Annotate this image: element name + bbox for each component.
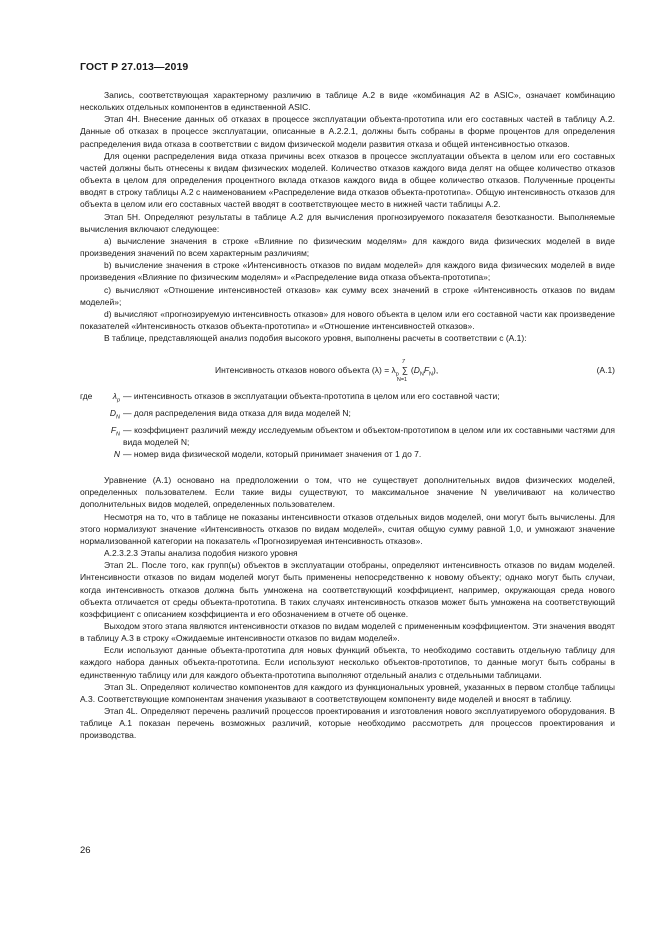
- formula-d-sub: N: [419, 371, 424, 378]
- legend-row: [80, 448, 615, 465]
- paragraph: В таблице, представляющей анализ подобия высокого уровня, выполнены расчеты в соответствии с (А.1):: [104, 333, 527, 344]
- paragraph: Уравнение (А.1) основано на предположении о том, что не существует дополнительных видов физических моделей, определенных пользователем. Если такие виды существуют, то максимальное значение N увеличивают на количество дополнительных видов моделей, определенных пользователем.: [80, 475, 615, 510]
- paragraph: Несмотря на то, что в таблице не показаны интенсивности отказов отдельных видов моделей, они могут быть вычислены. Для этого нормализуют значение «Интенсивность отказов по видам моделей», считая общую сумму равной 1,0, и умножают значение нормализованной категории на показатель «Прогнозируемая интенсивность отказов».: [80, 511, 615, 546]
- page-number: 26: [80, 845, 91, 856]
- legend-text: — интенсивность отказов в эксплуатации объекта-прототипа в целом или его составной части;: [123, 391, 500, 402]
- paragraph: Если используют данные объекта-прототипа для новых функций объекта, то необходимо составить отдельную таблицу для каждого набора данных объекта-прототипа. Если используют несколько объектов-прототипов, то данные могут быть собраны в единственную таблицу или для каждого объекта-прототипа выполняют отдельный анализ с отдельными таблицами.: [80, 645, 615, 680]
- paragraph: Этап 3L. Определяют количество компонентов для каждого из функциональных уровней, указанных в первом столбце таблицы А.3. Соответствующие компонентам значения указывают в соответствующем компоненту виде моделей и вносят в таблицу.: [80, 681, 615, 704]
- legend-text: — доля распределения вида отказа для вида моделей N;: [123, 408, 351, 419]
- list-item: b) вычисление значения в строке «Интенсивность отказов по видам моделей» для каждого вида физических моделей в виде произведения «Влияние по физическим моделям» и «Распределение вида отказа объекта-прототипа»;: [80, 260, 615, 283]
- legend-text: — коэффициент различий между исследуемым объектом и объектом-прототипом в целом или их составными частями для вида моделей N;: [123, 424, 615, 448]
- legend-symbol: $D_N$: [109, 408, 120, 421]
- sum-lower-limit: N=1: [396, 377, 408, 384]
- formula-lambda-sub: p: [395, 371, 399, 378]
- paragraph: Выходом этого этапа являются интенсивности отказов по видам моделей с примененным коэффициентом. Эти значения вводят в таблицу А.3 в строку «Ожидаемые интенсивности отказов по видам моделей».: [80, 621, 615, 644]
- formula-d: D: [413, 365, 420, 376]
- paragraph: Для оценки распределения вида отказа причины всех отказов в процессе эксплуатации объекта в целом или его составных частей должны быть отнесены к видам физических моделей. Количество отказов каждого вида делят на общее количество отказов объекта в целом для определения процентного вклада отказов каждого вида в общее количество отказов. Полученные проценты вводят в строку таблицы А.2 с наименованием «Распределение вида отказов объекта-прототипа». Общую интенсивность отказов для объекта в целом или его составных частей вводят в соответствующее место в нижней части таблицы А.2.: [80, 150, 615, 210]
- formula-expression: Интенсивность отказов нового объекта $(\lambda) = \lambda_p$ ∑ 7 N=1 $(D_NF_N)$,: [215, 364, 438, 381]
- paragraph: Этап 4Н. Внесение данных об отказах в процессе эксплуатации объекта-прототипа или его составных частей в таблицу А.2. Данные об отказах в процессе эксплуатации, описанные в А.2.2.1, должны быть собраны в форме процентов для определения распределения вида отказа в соответствии с видом физической модели развития отказа и общей интенсивностью отказов.: [80, 114, 615, 149]
- formula-legend: [80, 390, 615, 465]
- page-body: [80, 89, 615, 742]
- formula-label: Интенсивность отказов нового объекта: [215, 365, 370, 376]
- sum-symbol: ∑ 7 N=1: [399, 364, 411, 376]
- legend-symbol: N: [113, 449, 120, 460]
- list-item: c) вычисляют «Отношение интенсивностей отказов» как сумму всех значений в строке «Интенсивность отказов по видам моделей»;: [80, 284, 615, 307]
- formula-f-sub: N: [429, 371, 433, 378]
- legend-row: [80, 424, 615, 448]
- section-heading: А.2.3.2.3 Этапы анализа подобия низкого уровня: [104, 548, 298, 559]
- legend-symbol: $F_N$: [110, 424, 120, 438]
- formula-a1: [80, 346, 615, 390]
- paragraph: Запись, соответствующая характерному различию в таблице А.2 в виде «комбинация А2 в ASIC», означает комбинацию нескольких отдельных компонентов в единственной ASIC.: [80, 90, 615, 113]
- paragraph: Этап 5Н. Определяют результаты в таблице А.2 для вычисления прогнозируемого показателя безотказности. Выполняемые вычисления включают следующее:: [80, 211, 615, 234]
- paragraph: Этап 2L. После того, как групп(ы) объектов в эксплуатации отобраны, определяют интенсивность отказов по видам моделей. Интенсивности отказов по видам моделей могут быть применены непосредственно к новому объекту; однако могут быть случаи, когда интенсивность отказов должна быть умножена на соответствующий коэффициент, например, окружающая среда нового объекта отличается от среды объекта-прототипа. В таких случаях интенсивность отказов может быть умножена на соответствующий коэффициент с описанием коэффициента и его обозначением в отчете об оценке.: [80, 560, 615, 619]
- document-header: ГОСТ Р 27.013—2019: [80, 61, 189, 73]
- formula-lhs: (λ) = λ: [371, 365, 396, 376]
- legend-row: [80, 407, 615, 424]
- list-item: a) вычисление значения в строке «Влияние по физическим моделям» для каждого вида физических моделей в виде произведения значений по всем характерным различиям;: [80, 235, 615, 259]
- legend-text: — номер вида физической модели, который принимает значения от 1 до 7.: [123, 449, 422, 460]
- formula-number: (А.1): [596, 365, 615, 376]
- legend-symbol: $\lambda_p$: [112, 391, 120, 404]
- list-item: d) вычисляют «прогнозируемую интенсивность отказов» для нового объекта в целом или его составной части как произведение показателей «Интенсивность отказов объекта-прототипа» и «Отношение интенсивностей отказов».: [80, 308, 615, 331]
- sum-upper-limit: 7: [401, 359, 405, 366]
- paragraph: Этап 4L. Определяют перечень различий процессов проектирования и изготовления нового эксплуатируемого оборудования. В таблице А.1 показан перечень возможных различий, которые необходимо рассмотреть для процессов проектирования и производства.: [80, 706, 615, 741]
- legend-row: [80, 390, 615, 407]
- formula-f: F: [423, 365, 430, 376]
- legend-where: где: [80, 391, 93, 402]
